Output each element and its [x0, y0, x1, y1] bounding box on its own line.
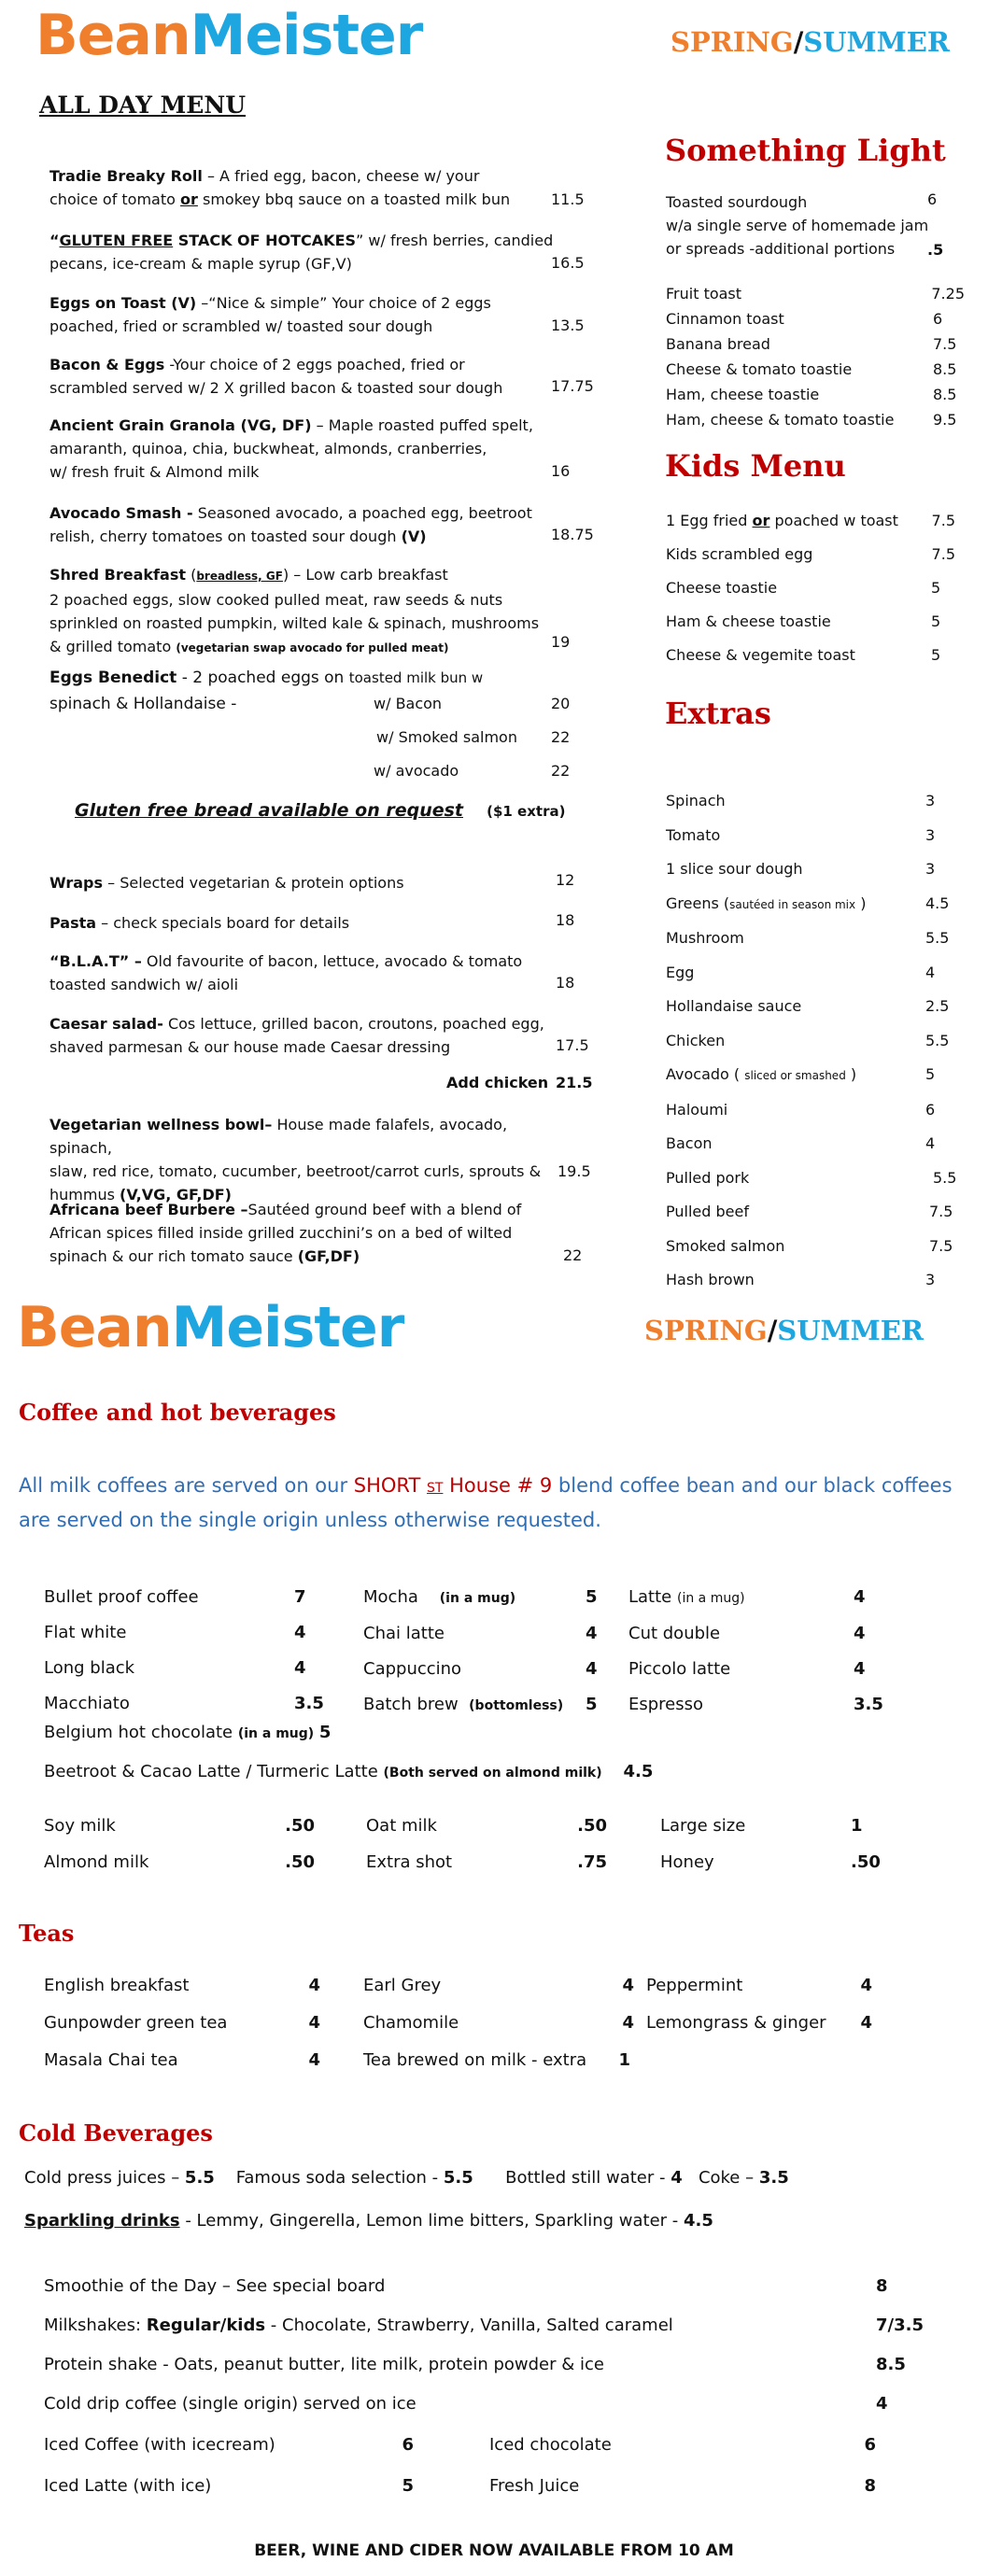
list-item: Fruit toast 7.25	[666, 285, 965, 303]
coffee-intro: All milk coffees are served on our SHORT ST House # 9 blend coffee bean and our black coffees are served on the single origin unless otherwise requested.	[19, 1474, 953, 1531]
list-item: Extra shot .75	[366, 1852, 607, 1872]
list-item: Long black 4	[44, 1658, 306, 1678]
menu-price: 17.75	[551, 377, 594, 395]
list-item: Haloumi 6	[666, 1100, 936, 1119]
list-item: Cold drip coffee (single origin) served on ice 4	[44, 2394, 888, 2414]
light-list	[666, 281, 965, 432]
list-item: Cinnamon toast 6	[666, 310, 943, 328]
footer-note: BEER, WINE AND CIDER NOW AVAILABLE FROM 10 AM	[254, 2541, 734, 2560]
list-item: Oat milk .50	[366, 1816, 607, 1836]
menu-item: “GLUTEN FREE STACK OF HOTCAKES” w/ fresh berries, candied pecans, ice-cream & maple syrup (GF,V)	[49, 232, 554, 273]
list-item: Masala Chai tea 4	[44, 2050, 320, 2070]
list-item: Chai latte 4	[363, 1624, 598, 1643]
list-item: Cheese & tomato toastie 8.5	[666, 360, 957, 378]
menu-item: Africana beef Burbere –Sautéed ground beef with a blend of African spices filled inside grilled zucchini’s on a bed of wilted spinach & our rich tomato sauce (GF,DF)	[49, 1201, 522, 1265]
season-label-2: SPRING/SUMMER	[644, 1315, 924, 1346]
menu-price: 22	[551, 762, 571, 780]
menu-price: 18	[556, 911, 575, 929]
cold-title: Cold Beverages	[19, 2119, 213, 2147]
list-item: Bacon 4	[666, 1134, 936, 1152]
menu-price: 21.5	[556, 1074, 593, 1091]
list-item: 1 Egg fried or poached w toast 7.5	[666, 512, 955, 529]
list-item: Almond milk .50	[44, 1852, 315, 1872]
list-item: Large size 1	[660, 1816, 863, 1836]
menu-item: Bacon & Eggs -Your choice of 2 eggs poached, fried or scrambled served w/ 2 X grilled bacon & toasted sour dough	[49, 356, 503, 397]
menu-price: 16	[551, 462, 571, 480]
belgium-hot-chocolate: Belgium hot chocolate (in a mug) 5	[44, 1723, 332, 1742]
menu-item: Caesar salad- Cos lettuce, grilled bacon, croutons, poached egg, shaved parmesan & our house made Caesar dressing	[49, 1015, 544, 1056]
list-item: Ham, cheese toastie 8.5	[666, 386, 957, 403]
list-item: Pulled beef 7.5	[666, 1203, 953, 1220]
something-light-title: Something Light	[665, 133, 946, 168]
list-item: Hollandaise sauce 2.5	[666, 997, 950, 1015]
list-item: Piccolo latte 4	[628, 1659, 866, 1679]
menu-price: 19	[551, 633, 571, 651]
menu-item: Ancient Grain Granola (VG, DF) – Maple roasted puffed spelt, amaranth, quinoa, chia, buckwheat, almonds, cranberries, w/ fresh fruit & Almond milk	[49, 416, 533, 481]
menu-price: 12	[556, 871, 575, 889]
menu-price: 17.5	[556, 1036, 589, 1054]
list-item: Honey .50	[660, 1852, 881, 1872]
list-item: Soy milk .50	[44, 1816, 315, 1836]
list-item: Ham & cheese toastie 5	[666, 612, 941, 630]
list-item: Pulled pork 5.5	[666, 1168, 957, 1187]
list-item: Kids scrambled egg 7.5	[666, 545, 955, 563]
list-item: Latte (in a mug) 4	[628, 1587, 866, 1607]
menu-price: 22	[563, 1246, 583, 1264]
coffee-col-1	[44, 1580, 333, 1722]
list-item: Mocha (in a mug) 5	[363, 1587, 598, 1607]
list-item: Batch brew (bottomless) 5	[363, 1695, 598, 1714]
menu-price: 18	[556, 974, 575, 992]
menu-price: 11.5	[551, 190, 585, 208]
kids-menu-title: Kids Menu	[665, 448, 846, 484]
list-item: Protein shake - Oats, peanut butter, lite milk, protein powder & ice 8.5	[44, 2355, 906, 2374]
menu-item: “B.L.A.T” – Old favourite of bacon, lettuce, avocado & tomato toasted sandwich w/ aioli	[49, 952, 523, 993]
menu-item: Eggs on Toast (V) –“Nice & simple” Your choice of 2 eggs poached, fried or scrambled w/ toasted sour dough	[49, 294, 491, 335]
brand-meister: Meister	[190, 3, 423, 68]
sparkling-line: Sparkling drinks - Lemmy, Gingerella, Lemon lime bitters, Sparkling water - 4.5	[24, 2211, 713, 2231]
teas-title: Teas	[19, 1920, 75, 1947]
list-item: Tea brewed on milk - extra 1	[363, 2050, 631, 2070]
list-item: Avocado ( sliced or smashed ) 5	[666, 1065, 936, 1083]
list-item: Iced Latte (with ice) 5	[44, 2476, 414, 2496]
list-item: Gunpowder green tea 4	[44, 2013, 320, 2033]
list-item: Fresh Juice 8	[489, 2476, 876, 2496]
menu-item: Vegetarian wellness bowl– House made falafels, avocado, spinach, slaw, red rice, tomato, cucumber, beetroot/carrot curls, sprouts & hummus (V,VG, GF,DF)	[49, 1116, 542, 1204]
season-label: SPRING/SUMMER	[670, 26, 950, 58]
list-item: Iced Coffee (with icecream) 6	[44, 2435, 414, 2455]
list-item: Peppermint 4	[646, 1976, 872, 1995]
benedict-option: w/ Smoked salmon	[376, 728, 517, 746]
list-item: Macchiato 3.5	[44, 1694, 324, 1713]
cold-list	[44, 2267, 926, 2424]
list-item: Lemongrass & ginger 4	[646, 2013, 872, 2033]
list-item: Cheese toastie 5	[666, 579, 941, 597]
coffee-col-2	[363, 1580, 600, 1724]
menu-price: 6	[927, 190, 938, 208]
menu-item: Avocado Smash - Seasoned avocado, a poached egg, beetroot relish, cherry tomatoes on toasted sour dough (V)	[49, 504, 532, 545]
coffee-col-3	[628, 1580, 887, 1723]
list-item: Hash brown 3	[666, 1271, 936, 1288]
list-item: Milkshakes: Regular/kids - Chocolate, Strawberry, Vanilla, Salted caramel 7/3.5	[44, 2316, 924, 2335]
beetroot-latte: Beetroot & Cacao Latte / Turmeric Latte (Both served on almond milk) 4.5	[44, 1762, 654, 1781]
list-item: Cut double 4	[628, 1624, 866, 1643]
all-day-title: ALL DAY MENU	[39, 91, 247, 119]
menu-item: Shred Breakfast (breadless, GF) – Low carb breakfast 2 poached eggs, slow cooked pulled meat, raw seeds & nuts sprinkled on roasted pumpkin, wilted kale & spinach, mushrooms & grilled tomato (vegetarian swap avocado for pulled meat)	[49, 566, 540, 655]
list-item: English breakfast 4	[44, 1976, 320, 1995]
extras-title: Extras	[665, 696, 771, 731]
list-item: 1 slice sour dough 3	[666, 860, 936, 878]
list-item: Banana bread 7.5	[666, 335, 957, 353]
list-item: Earl Grey 4	[363, 1976, 634, 1995]
list-item: Flat white 4	[44, 1623, 306, 1642]
benedict-option: w/ avocado	[374, 762, 459, 780]
add-chicken-label: Add chicken	[446, 1074, 549, 1091]
list-item: Tomato 3	[666, 825, 936, 844]
list-item: Bullet proof coffee 7	[44, 1587, 306, 1607]
list-item: Smoked salmon 7.5	[666, 1236, 953, 1255]
menu-price: 18.75	[551, 526, 594, 543]
list-item: Ham, cheese & tomato toastie 9.5	[666, 411, 957, 429]
brand-logo-2: BeanMeister	[17, 1295, 404, 1360]
menu-price: 16.5	[551, 254, 585, 272]
gf-note: Gluten free bread available on request ($1 extra)	[75, 800, 566, 821]
list-item: Cappuccino 4	[363, 1659, 598, 1679]
menu-price: 13.5	[551, 317, 585, 334]
list-item: Chicken 5.5	[666, 1031, 950, 1049]
menu-price: .5	[927, 241, 944, 259]
menu-price: 19.5	[558, 1162, 591, 1180]
menu-item: Wraps – Selected vegetarian & protein options	[49, 874, 404, 892]
list-item: Greens (sautéed in season mix ) 4.5	[666, 894, 950, 912]
menu-item: Pasta – check specials board for details	[49, 914, 350, 932]
brand-logo	[35, 2, 422, 69]
kids-list	[666, 504, 955, 672]
list-item: Smoothie of the Day – See special board 8	[44, 2276, 888, 2296]
list-item: Espresso 3.5	[628, 1695, 883, 1714]
menu-item: Eggs Benedict - 2 poached eggs on toasted milk bun w spinach & Hollandaise -	[49, 669, 484, 713]
brand-bean: Bean	[35, 3, 191, 68]
list-item: Cheese & vegemite toast 5	[666, 646, 941, 664]
menu-price: 22	[551, 728, 571, 746]
list-item: Mushroom 5.5	[666, 929, 950, 947]
coffee-title: Coffee and hot beverages	[19, 1399, 336, 1426]
benedict-option: w/ Bacon	[374, 695, 443, 712]
cold-line-1: Cold press juices – 5.5 Famous soda selection - 5.5 Bottled still water - 4 Coke – 3.5	[24, 2168, 789, 2188]
menu-item: Tradie Breaky Roll – A fried egg, bacon, cheese w/ your choice of tomato or smokey bbq sauce on a toasted milk bun	[49, 167, 511, 208]
extras-list	[666, 784, 957, 1298]
toast-item: Toasted sourdough w/a single serve of homemade jam or spreads -additional portions	[666, 193, 929, 258]
list-item: Spinach 3	[666, 792, 936, 809]
list-item: Iced chocolate 6	[489, 2435, 876, 2455]
menu-price: 20	[551, 695, 571, 712]
list-item: Egg 4	[666, 963, 936, 981]
list-item: Chamomile 4	[363, 2013, 634, 2033]
